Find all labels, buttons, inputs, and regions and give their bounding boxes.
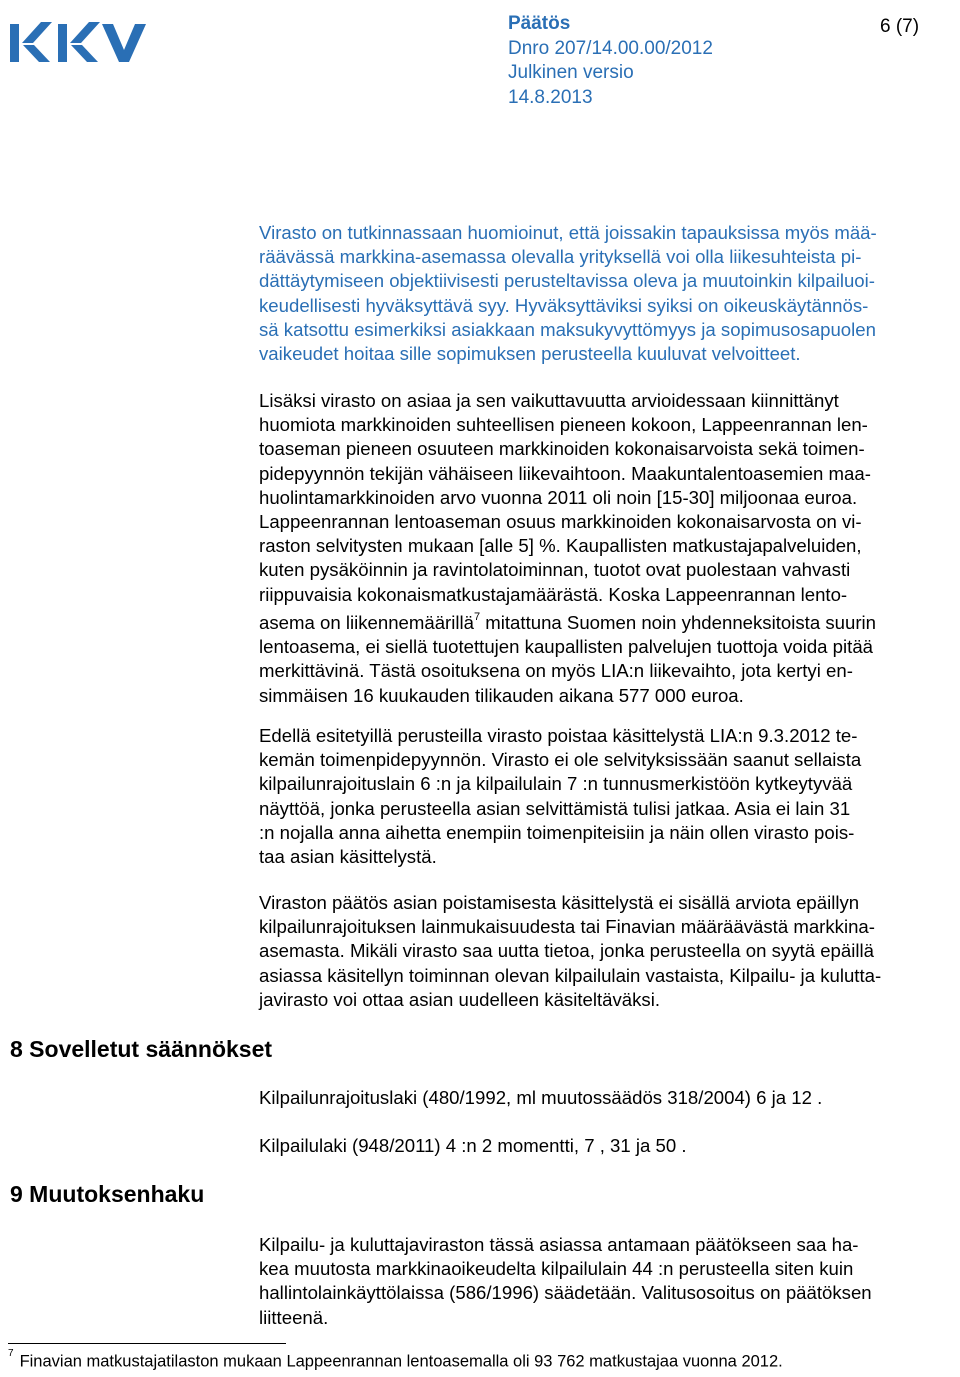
text-line: räävässä markkina-asemassa olevalla yrityksellä voi olla liikesuhteista pi- xyxy=(259,246,862,268)
paragraph-decision xyxy=(259,724,957,869)
text-line-with-footnote xyxy=(259,607,957,635)
text-line: raston selvitysten mukaan [alle 5] %. Kaupallisten matkustajapalveluiden, xyxy=(259,535,862,557)
text-line: taa asian käsittelystä. xyxy=(259,846,437,868)
text-line: :n nojalla anna aihetta enempiin toimenpiteisiin ja näin ollen virasto pois- xyxy=(259,821,855,843)
reference-number: Dnro 207/14.00.00/2012 xyxy=(508,37,713,59)
text-line: kuten pysäköinnin ja ravintolatoiminnan, tuotot ovat puolestaan vahvasti xyxy=(259,559,851,581)
text-line: Virasto on tutkinnassaan huomioinut, että joissakin tapauksissa myös mää- xyxy=(259,222,877,243)
text-line: Edellä esitetyillä perusteilla virasto poistaa käsittelystä LIA:n 9.3.2012 te- xyxy=(259,725,858,746)
text-line: toaseman pieneen osuuteen markkinoiden kokonaisarvoista sekä toimen- xyxy=(259,438,865,460)
text-line: vaikeudet hoitaa sille sopimuksen perusteella kuuluvat velvoitteet. xyxy=(259,343,801,365)
paragraph-market-size xyxy=(259,389,957,708)
section-heading-applied-provisions: 8 Sovelletut säännökset xyxy=(10,1036,273,1062)
text-line: huomiota markkinoiden suhteellisen pieneen kokoon, Lappeenrannan len- xyxy=(259,414,868,436)
page-number: 6 (7) xyxy=(880,16,920,37)
section-heading-appeal: 9 Muutoksenhaku xyxy=(10,1181,205,1207)
text-line: Lappeenrannan lentoaseman osuus markkinoiden kokonaisarvosta on vi- xyxy=(259,511,862,533)
text-line: asiassa käsitellyn toiminnan olevan kilpailulain vastaista, Kilpailu- ja kulutta- xyxy=(259,964,882,986)
text-line: lentoasema, ei siellä tuotettujen kaupallisten palvelujen tuottoja voida pitää xyxy=(259,636,874,658)
text-line: asemasta. Mikäli virasto saa uutta tietoa, jonka perusteella on syytä epäillä xyxy=(259,940,874,962)
text-line: javirasto voi ottaa asian uudelleen käsiteltäväksi. xyxy=(259,988,661,1010)
text-line: kemän toimenpidepyynnön. Virasto ei ole selvityksissään saanut sellaista xyxy=(259,749,862,771)
text-line: huolintamarkkinoiden arvo vuonna 2011 oli noin [15-30] miljoonaa euroa. xyxy=(259,486,858,508)
text-line: pidepyynnön tekijän vähäiseen liikevaihtoon. Maakuntalentoasemien maa- xyxy=(259,462,871,484)
text-line: Viraston päätös asian poistamisesta käsittelystä ei sisällä arviota epäillyn xyxy=(259,892,860,913)
document-header xyxy=(508,12,713,110)
footnote-reference: 7 xyxy=(473,610,481,623)
text-line: Kilpailulaki (948/2011) 4 :n 2 momentti, 7 , 31 ja 50 . xyxy=(259,1135,687,1156)
footnote-mark: 7 xyxy=(8,1348,14,1359)
text-line: liitteenä. xyxy=(259,1306,329,1328)
text-line: kilpailunrajoituslain 6 :n ja kilpailulain 7 :n tunnusmerkistöön kytkeytyvää xyxy=(259,773,853,795)
text-line: Kilpailu- ja kuluttajaviraston tässä asiassa antamaan päätökseen saa ha- xyxy=(259,1234,859,1255)
text-line: dättäytymiseen objektiivisesti perusteltavissa oleva ja muutoinkin kilpailuoi- xyxy=(259,270,875,292)
text-line: näyttöä, jonka perusteella asian selvittämistä tulisi jatkaa. Asia ei lain 31 xyxy=(259,797,851,819)
text-fragment: asema on liikennemäärillä xyxy=(259,612,474,634)
text-line: kea muutosta markkinaoikeudelta kilpailulain 44 :n perusteella siten kuin xyxy=(259,1258,854,1280)
footnote-divider xyxy=(8,1343,286,1344)
text-line: Kilpailunrajoituslaki (480/1992, ml muutossäädös 318/2004) 6 ja 12 . xyxy=(259,1087,823,1108)
footnote xyxy=(8,1348,783,1372)
text-line: hallintolainkäyttölaissa (586/1996) säädetään. Valitusosoitus on päätöksen xyxy=(259,1282,872,1304)
document-date: 14.8.2013 xyxy=(508,86,593,108)
document-type: Päätös xyxy=(508,13,571,34)
applied-law-1 xyxy=(259,1086,957,1110)
text-line: Lisäksi virasto on asiaa ja sen vaikuttavuutta arvioidessaan kiinnittänyt xyxy=(259,390,839,411)
paragraph-reservation xyxy=(259,891,957,1012)
paragraph-refusal-justification xyxy=(259,221,957,366)
kkv-logo-icon xyxy=(6,10,148,68)
applied-law-2 xyxy=(259,1134,957,1158)
text-fragment: mitattuna Suomen noin yhdenneksitoista suurin xyxy=(480,612,876,634)
text-line: merkittävinä. Tästä osoituksena on myös LIA:n liikevaihto, jota kertyi en- xyxy=(259,660,853,682)
text-line: keudellisesti hyväksyttävä syy. Hyväksyttäviksi syiksi on oikeuskäytännös- xyxy=(259,294,869,316)
text-line: kilpailunrajoituksen lainmukaisuudesta tai Finavian määräävästä markkina- xyxy=(259,916,875,938)
footnote-text: Finavian matkustajatilaston mukaan Lappeenrannan lentoasemalla oli 93 762 matkustajaa vuonna 2012. xyxy=(19,1352,783,1371)
text-line: sä katsottu esimerkiksi asiakkaan maksukyvyttömyys ja sopimusosapuolen xyxy=(259,318,876,340)
paragraph-appeal xyxy=(259,1233,957,1330)
version-label: Julkinen versio xyxy=(508,62,634,83)
text-line: riippuvaisia kokonaismatkustajamäärästä. Koska Lappeenrannan lento- xyxy=(259,583,848,605)
text-line: simmäisen 16 kuukauden tilikauden aikana 577 000 euroa. xyxy=(259,684,744,706)
